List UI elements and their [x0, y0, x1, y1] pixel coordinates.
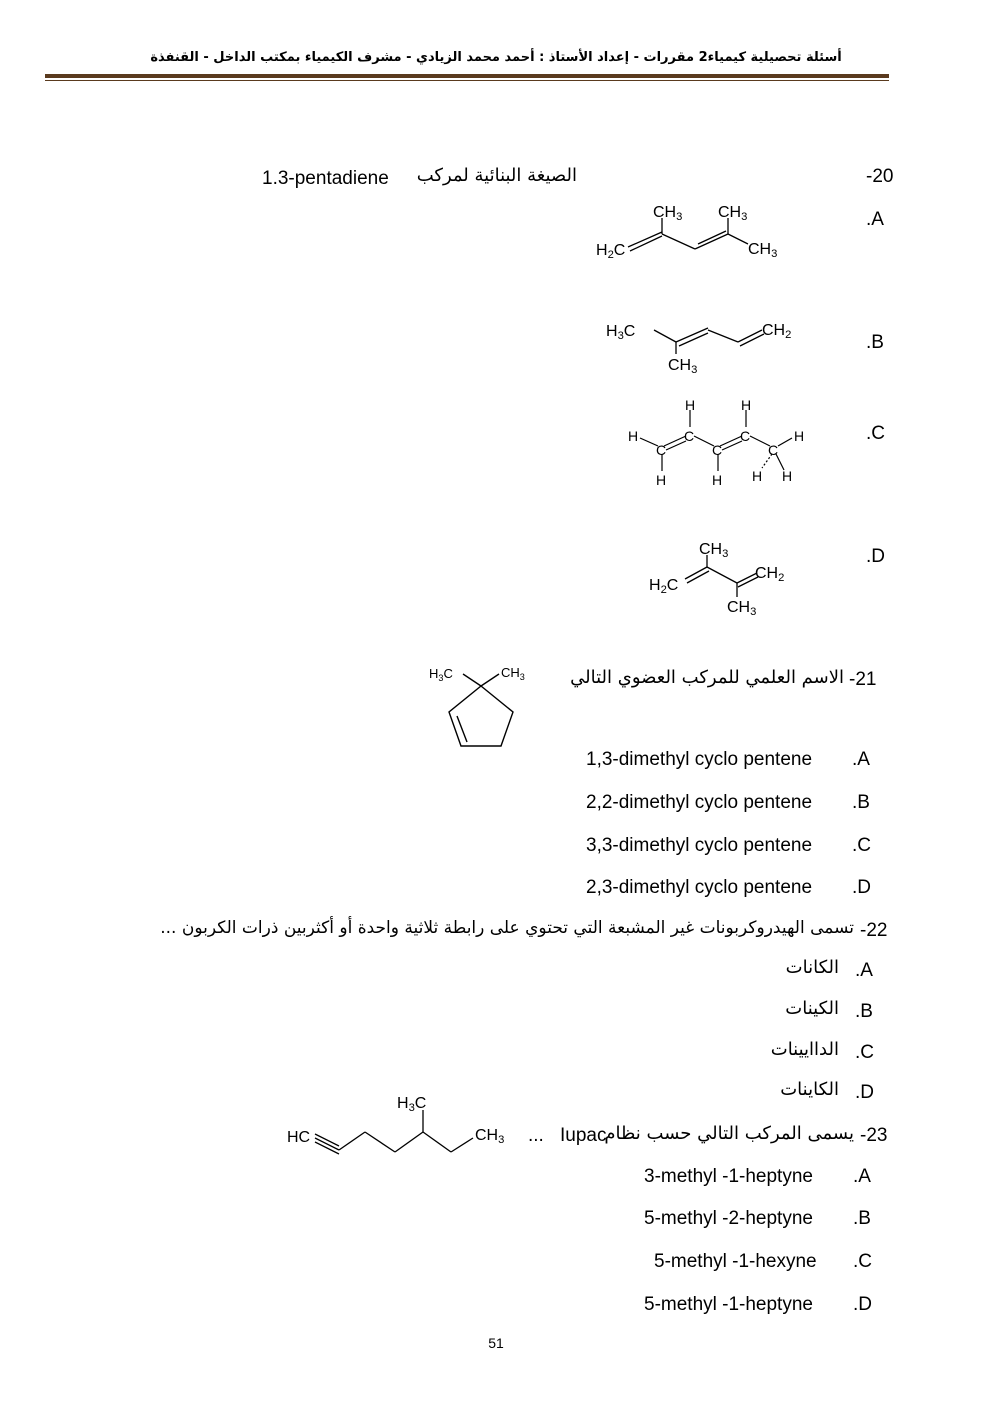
q22-option-b-text[interactable]: الكينات — [785, 998, 839, 1019]
q20-stem-ar: الصيغة البنائية لمركب — [416, 165, 577, 186]
q23-option-d-letter[interactable]: .D — [853, 1294, 872, 1315]
page-number: 51 — [488, 1335, 504, 1351]
q20b-ch2: CH2 — [762, 322, 792, 341]
q20-option-d-letter[interactable]: .D — [866, 546, 885, 567]
q21-option-a-text[interactable]: 1,3-dimethyl cyclo pentene — [586, 749, 813, 770]
q20c-h-2: H — [741, 398, 752, 413]
q22-option-d-letter[interactable]: .D — [855, 1082, 874, 1103]
q21-option-c-text[interactable]: 3,3-dimethyl cyclo pentene — [586, 835, 813, 856]
q20c-h-6: H — [712, 472, 723, 488]
q20c-c-5: C — [768, 442, 779, 458]
q20-option-a-letter[interactable]: .A — [866, 209, 884, 230]
q23-number: -23 — [860, 1125, 888, 1146]
q20a-h2c: H2C — [596, 242, 626, 261]
q23-option-c-text[interactable]: 5-methyl -1-hexyne — [654, 1251, 817, 1272]
q20-stem-en: 1.3-pentadiene — [262, 168, 389, 189]
q20d-ch2: CH2 — [755, 565, 785, 584]
q23-option-a-letter[interactable]: .A — [853, 1166, 871, 1187]
q23-structure — [285, 1090, 525, 1160]
q20c-c-1: C — [684, 428, 695, 444]
q20c-h-5: H — [656, 472, 667, 488]
q23-option-b-text[interactable]: 5-methyl -2-heptyne — [644, 1208, 813, 1229]
q23-stem-dots: ... — [528, 1125, 544, 1146]
q21-option-d-letter[interactable]: .D — [852, 877, 871, 898]
q20c-c-4: C — [712, 442, 723, 458]
q20c-h-8: H — [782, 468, 793, 484]
q20b-h3c: H3C — [606, 323, 636, 342]
q21-h3c: $H_3C$ — [429, 666, 453, 683]
q21-option-b-text[interactable]: 2,2-dimethyl cyclo pentene — [586, 792, 813, 813]
q20a-ch3-1: CH3 — [653, 204, 683, 223]
q23-option-a-text[interactable]: 3-methyl -1-heptyne — [644, 1166, 813, 1187]
q20c-h-1: H — [685, 398, 696, 413]
page-header: أسئلة تحصيلية كيمياء2 مقررات - إعداد الأستاذ : أحمد محمد الزيادي - مشرف الكيمياء بمكتب الداخل - القنفذة — [150, 50, 842, 65]
q20d-ch3-2: CH3 — [727, 599, 757, 618]
q20b-ch3: CH3 — [668, 357, 698, 376]
q21-option-d-text[interactable]: 2,3-dimethyl cyclo pentene — [586, 877, 813, 898]
q20c-c-2: C — [740, 428, 751, 444]
q21-stem: الاسم العلمي للمركب العضوي التالي — [570, 667, 844, 688]
q22-option-d-text[interactable]: الكاينات — [780, 1079, 839, 1100]
q20c-h-3: H — [628, 428, 639, 444]
q21-option-c-letter[interactable]: .C — [852, 835, 871, 856]
q20c-h-4: H — [794, 428, 805, 444]
q21-structure — [425, 660, 545, 755]
q20a-ch3-3: CH3 — [748, 241, 778, 260]
q20d-ch3-1: CH3 — [699, 541, 729, 560]
q20-number: -20 — [866, 166, 894, 187]
q22-option-c-letter[interactable]: .C — [855, 1042, 874, 1063]
q23-stem-ar: يسمى المركب التالي حسب نظام — [604, 1123, 854, 1144]
q20-option-c-letter[interactable]: .C — [866, 423, 885, 444]
q20-option-c-structure[interactable] — [624, 398, 824, 490]
header-rule — [45, 74, 889, 78]
q20c-h-7: H — [752, 468, 763, 484]
q20d-h2c: H2C — [649, 577, 679, 596]
q20-option-a-structure[interactable] — [590, 198, 800, 268]
q22-option-c-text[interactable]: الداايينات — [770, 1039, 839, 1060]
q23-option-c-letter[interactable]: .C — [853, 1251, 872, 1272]
q22-option-b-letter[interactable]: .B — [855, 1001, 873, 1022]
q23-h3c: H3C — [397, 1095, 427, 1114]
q21-ch3: $CH_3$ — [501, 665, 525, 682]
q21-option-a-letter[interactable]: .A — [852, 749, 870, 770]
q23-option-d-text[interactable]: 5-methyl -1-heptyne — [644, 1294, 813, 1315]
q21-option-b-letter[interactable]: .B — [852, 792, 870, 813]
q23-hc: HC — [287, 1129, 311, 1146]
q22-option-a-text[interactable]: الكانات — [785, 957, 839, 978]
q22-number: -22 — [860, 920, 888, 941]
header-rule-thin — [45, 80, 889, 81]
q21-number: -21 — [849, 669, 877, 690]
q23-option-b-letter[interactable]: .B — [853, 1208, 871, 1229]
q20c-c-3: C — [656, 442, 667, 458]
q23-stem-en: Iupac — [560, 1125, 607, 1146]
q20-option-b-letter[interactable]: .B — [866, 332, 884, 353]
q20a-ch3-2: CH3 — [718, 204, 748, 223]
q22-stem: تسمى الهيدروكربونات غير المشبعة التي تحتوي على رابطة ثلاثية واحدة أو أكثربين ذرات الكربون ... — [160, 918, 854, 938]
q22-option-a-letter[interactable]: .A — [855, 960, 873, 981]
q20-option-d-structure[interactable] — [645, 535, 805, 620]
q23-ch3: CH3 — [475, 1127, 505, 1146]
q20-option-b-structure[interactable] — [600, 312, 820, 382]
